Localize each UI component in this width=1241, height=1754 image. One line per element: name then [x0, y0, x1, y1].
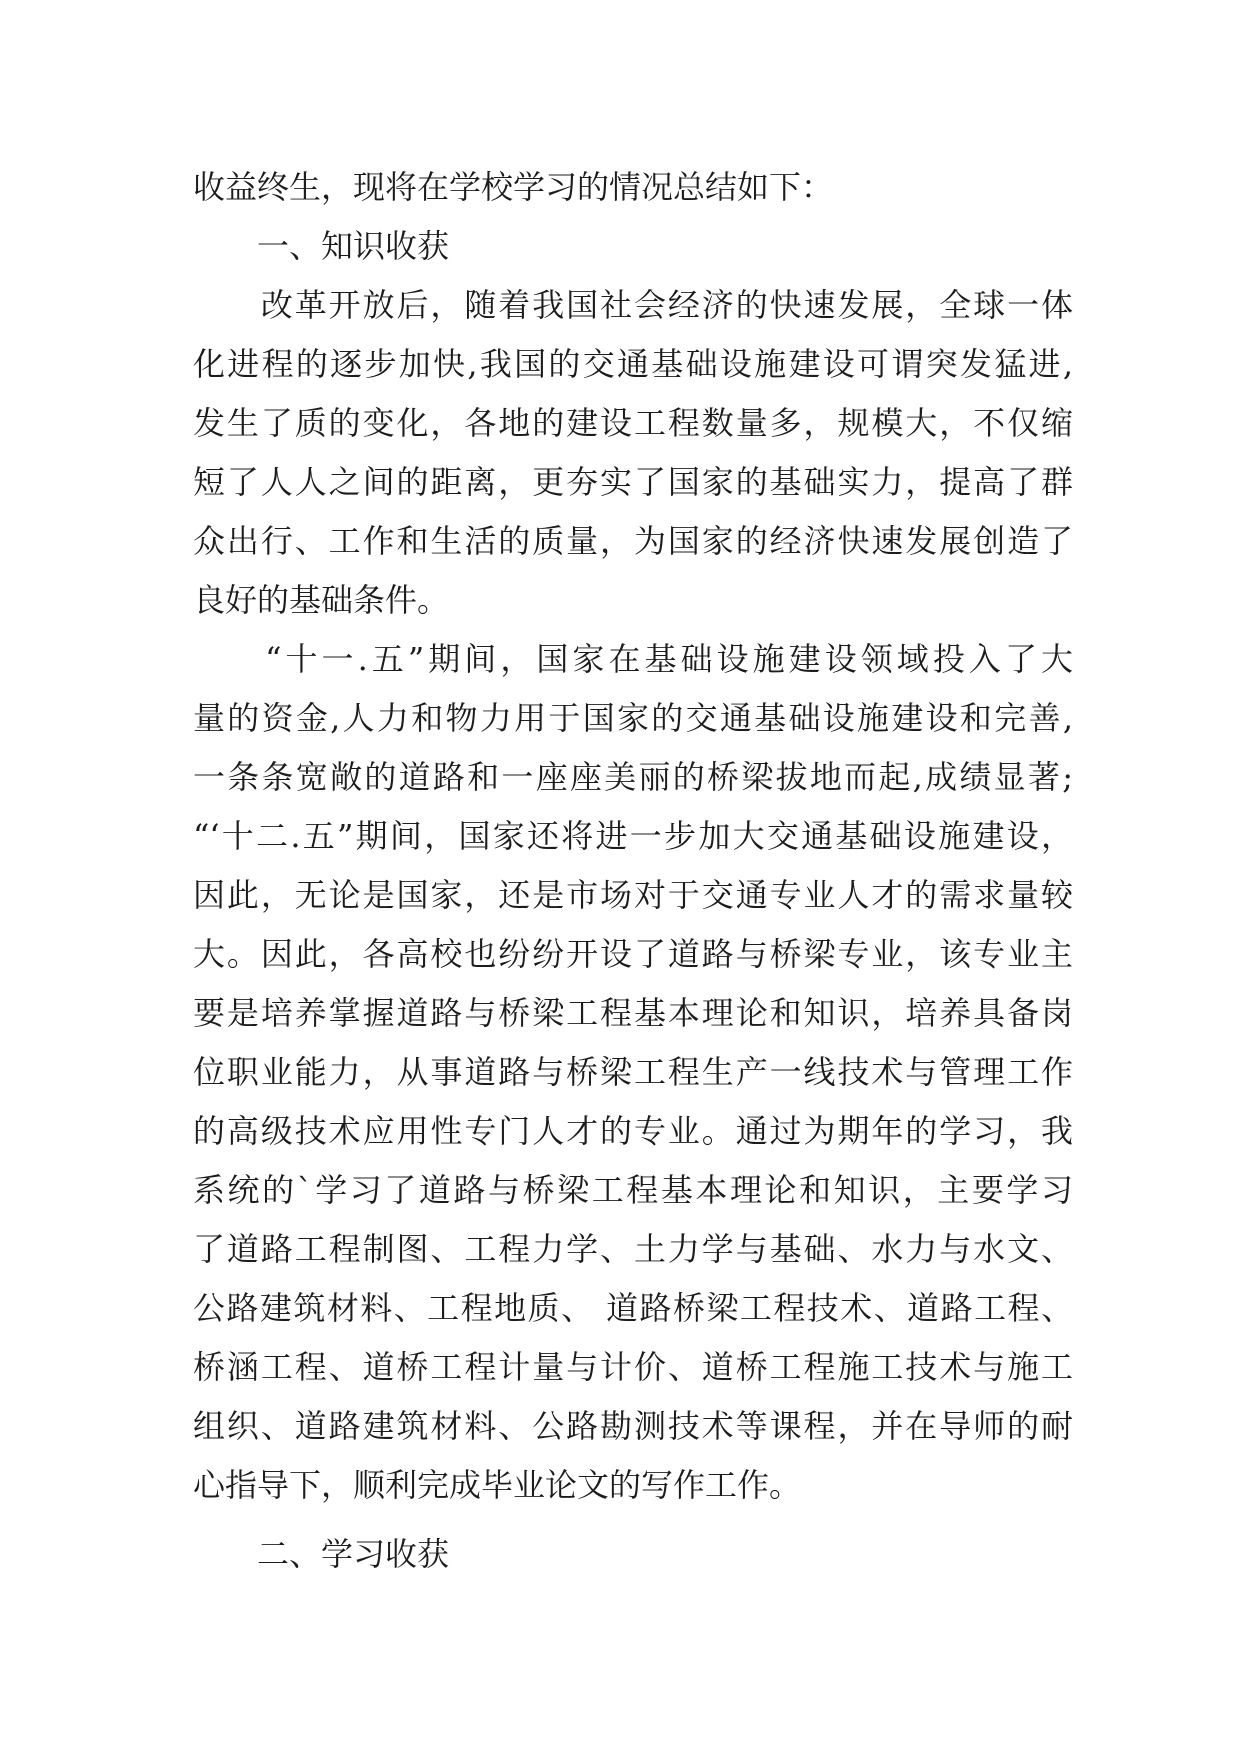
text-line: 位职业能力，从事道路与桥梁工程生产一线技术与管理工作 — [193, 1053, 1073, 1091]
text-line: 心指导下，顺利完成毕业论文的写作工作。 — [193, 1466, 802, 1504]
text-line: 了道路工程制图、工程力学、土力学与基础、水力与水文、 — [193, 1230, 1073, 1268]
text-line: 公路建筑材料、工程地质、 道路桥梁工程技术、道路工程、 — [193, 1289, 1073, 1327]
text-line: “‘十二.五”期间，国家还将进一步加大交通基础设施建设， — [193, 817, 1073, 855]
text-line: 桥涵工程、道桥工程计量与计价、道桥工程施工技术与施工 — [193, 1348, 1073, 1386]
text-line: 的高级技术应用性专门人才的专业。通过为期年的学习，我 — [193, 1112, 1073, 1150]
text-line: 一条条宽敞的道路和一座座美丽的桥梁拔地而起,成绩显著; — [193, 758, 1073, 796]
text-line: 组织、道路建筑材料、公路勘测技术等课程，并在导师的耐 — [193, 1407, 1073, 1445]
text-line: 收益终生，现将在学校学习的情况总结如下： — [193, 168, 834, 206]
text-line: 发生了质的变化，各地的建设工程数量多，规模大，不仅缩 — [193, 404, 1073, 442]
text-line: 因此，无论是国家，还是市场对于交通专业人才的需求量较 — [193, 876, 1073, 914]
text-line: 良好的基础条件。 — [193, 581, 450, 619]
section-heading: 一、知识收获 — [193, 227, 450, 265]
section-heading: 二、学习收获 — [193, 1535, 450, 1573]
text-line: 化进程的逐步加快,我国的交通基础设施建设可谓突发猛进, — [193, 345, 1073, 383]
text-line: 系统的`学习了道路与桥梁工程基本理论和知识，主要学习 — [193, 1171, 1073, 1209]
text-line: 短了人人之间的距离，更夯实了国家的基础实力，提高了群 — [193, 463, 1073, 501]
text-line: 大。因此，各高校也纷纷开设了道路与桥梁专业，该专业主 — [193, 935, 1073, 973]
text-line: 量的资金,人力和物力用于国家的交通基础设施建设和完善, — [193, 699, 1073, 737]
text-line: 要是培养掌握道路与桥梁工程基本理论和知识，培养具备岗 — [193, 994, 1073, 1032]
text-line: 改革开放后，随着我国社会经济的快速发展，全球一体 — [193, 286, 1073, 324]
text-line: “十一.五”期间，国家在基础设施建设领域投入了大 — [193, 640, 1073, 678]
document-body — [193, 158, 1073, 1584]
text-line: 众出行、工作和生活的质量，为国家的经济快速发展创造了 — [193, 522, 1073, 560]
